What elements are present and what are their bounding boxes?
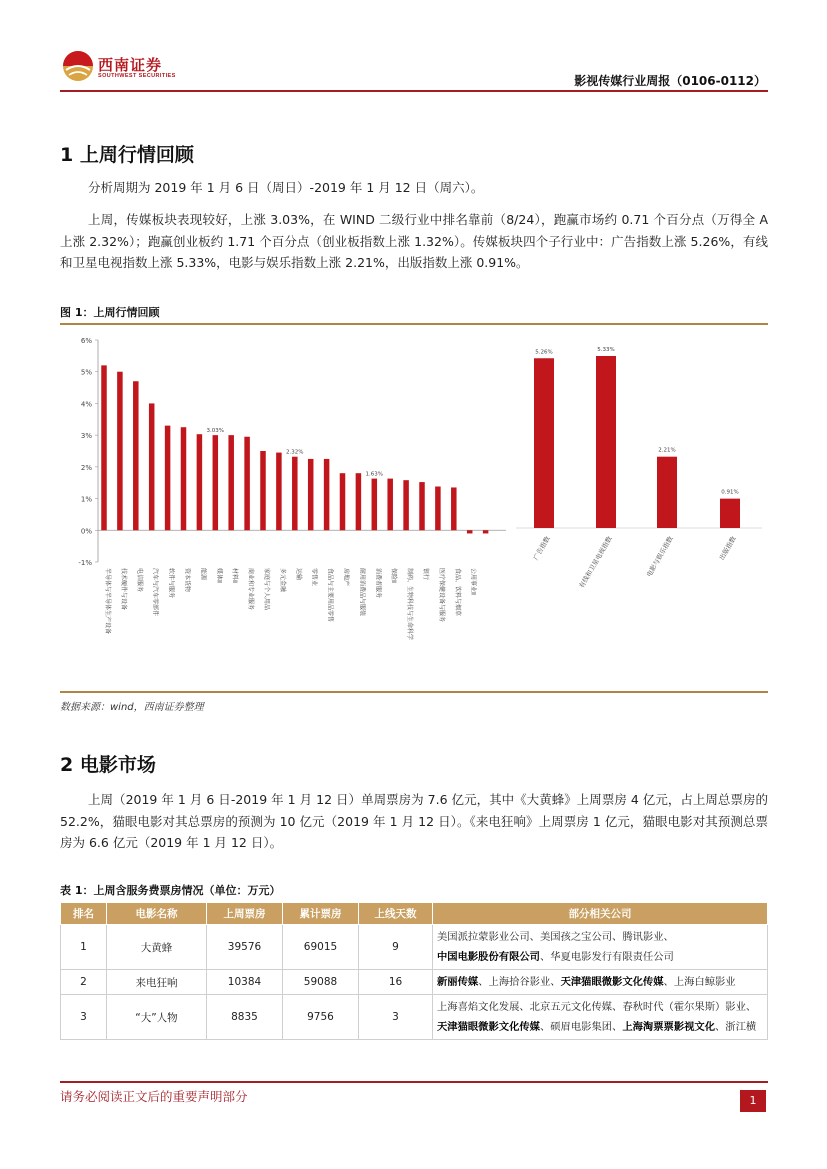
y-tick-label: 3% [80, 432, 92, 441]
company-name: 腾讯影业、 [622, 931, 674, 943]
report-title: 影视传媒行业周报（0106-0112） [574, 74, 766, 88]
subsector-category-label: 电影与娱乐指数 [645, 535, 675, 579]
col-header-rank: 排名 [61, 903, 107, 925]
logo-english-name: SOUTHWEST SECURITIES [98, 73, 176, 79]
cell-rank: 1 [61, 925, 107, 970]
x-category-label: 商业和专业服务 [247, 568, 255, 611]
col-header-film: 电影名称 [107, 903, 207, 925]
industry-returns-chart [60, 330, 512, 688]
bar-industry [451, 487, 457, 530]
bar-industry [213, 435, 219, 530]
cell-film: 大黄蜂 [107, 925, 207, 970]
bar-industry [483, 530, 489, 533]
cell-film: 来电狂响 [107, 970, 207, 995]
figure1-source: 数据来源：wind，西南证券整理 [60, 702, 204, 713]
company-name: 新丽传媒 [437, 976, 479, 988]
table-row [61, 995, 768, 1040]
x-category-label: 材料Ⅱ [231, 568, 239, 583]
x-category-label: 消费者服务 [374, 568, 382, 599]
bar-industry [467, 530, 473, 533]
bar-value-label: 1.63% [365, 471, 384, 478]
y-tick-label: 2% [80, 463, 92, 472]
bar-industry [403, 480, 409, 530]
footer-divider [60, 1081, 768, 1083]
x-category-label: 房地产 [342, 568, 350, 587]
section1-paragraph-period: 分析周期为 2019 年 1 月 6 日（周日）-2019 年 1 月 12 日（周六）。 [88, 180, 484, 195]
section1-heading: 1 上周行情回顾 [60, 144, 194, 166]
section1-paragraph-summary: 上周，传媒板块表现较好，上涨 3.03%，在 WIND 二级行业中排名靠前（8/24），跑赢市场约 0.71 个百分点（万得全 A 上涨 2.32%）；跑赢创业板约 1.71 个百分点（创业板指数上涨 1.32%）。传媒板块四个子行业中：广告指数上涨 5.26%，有线和卫星电视指数上涨 5.33%，电影与娱乐指数上涨 2.21%，出版指数上涨 0.91%。 [60, 212, 768, 270]
company-name: 、上海白鲸影业 [663, 976, 736, 988]
subsector-category-label: 广告指数 [531, 535, 552, 562]
bar-subsector [596, 356, 616, 528]
cell-total: 9756 [283, 995, 359, 1040]
bar-industry [181, 427, 187, 530]
x-category-label: 电信服务 [135, 568, 143, 593]
header-divider [60, 90, 768, 92]
bar-industry [260, 451, 266, 530]
company-name: 美国派拉蒙影业公司、 [437, 931, 540, 943]
section2-paragraph: 上周（2019 年 1 月 6 日-2019 年 1 月 12 日）单周票房为 7.6 亿元，其中《大黄蜂》上周票房 4 亿元，占上周总票房的 52.2%，猫眼电影对其总票房的预测为 10 亿元（2019 年 1 月 12 日）。《来电狂响》上周票房 1 亿元，猫眼电影对其预测总票房为 6.6 亿元（2019 年 1 月 12 日）。 [60, 792, 768, 850]
col-header-total: 累计票房 [283, 903, 359, 925]
cell-days: 16 [359, 970, 433, 995]
bar-industry [372, 479, 378, 531]
bar-value-label: 2.32% [286, 449, 304, 456]
bar-industry [244, 437, 250, 531]
bar-subsector [657, 457, 677, 528]
cell-days: 9 [359, 925, 433, 970]
x-category-label: 公用事业Ⅱ [469, 568, 477, 595]
x-category-label: 家庭与个人用品 [263, 568, 270, 611]
subsector-value-label: 5.26% [535, 349, 553, 356]
company-name: 上海淘票票影视文化 [622, 1021, 716, 1033]
table1-title: 表 1：上周含服务费票房情况（单位：万元） [60, 884, 281, 897]
company-name: 美国孩之宝公司、 [539, 931, 623, 943]
bar-industry [165, 426, 171, 531]
cell-weekly: 8835 [207, 995, 283, 1040]
x-category-label: 食品与主要用品零售 [326, 568, 334, 623]
col-header-companies: 部分相关公司 [433, 903, 768, 925]
x-category-label: 保险Ⅱ [390, 568, 398, 583]
y-tick-label: 5% [80, 368, 92, 377]
bar-industry [324, 459, 330, 530]
company-name: 、浙江横 [715, 1021, 757, 1033]
box-office-table [60, 902, 768, 1040]
company-name: 硕眉电影集团、 [550, 1021, 623, 1033]
x-category-label: 银行 [422, 568, 429, 581]
footer-disclaimer: 请务必阅读正文后的重要声明部分 [60, 1089, 248, 1104]
x-category-label: 汽车与汽车零部件 [151, 568, 159, 617]
bar-subsector [720, 499, 740, 528]
cell-companies [433, 995, 768, 1040]
x-category-label: 医疗保健设备与服务 [437, 568, 445, 623]
y-tick-label: 6% [80, 337, 92, 345]
bar-industry [292, 457, 298, 531]
x-category-label: 零售业 [310, 568, 318, 587]
bar-industry [228, 435, 234, 530]
y-tick-label: 4% [80, 400, 92, 409]
cell-rank: 2 [61, 970, 107, 995]
company-name: 华夏电影发行有限责任公司 [550, 951, 674, 963]
logo-chinese-name: 西南证券 [98, 56, 163, 74]
bar-industry [435, 487, 441, 531]
y-tick-label: -1% [78, 559, 92, 567]
page-number: 1 [740, 1090, 766, 1112]
cell-companies [433, 925, 768, 970]
x-category-label: 媒体Ⅱ [215, 568, 223, 583]
table-header-row [61, 903, 768, 925]
bar-industry [117, 372, 123, 531]
bar-industry [356, 473, 362, 530]
bar-industry [387, 479, 393, 531]
brand-logo [60, 50, 180, 86]
company-name: 天津猫眼微影文化传媒 [437, 1021, 540, 1033]
section2-heading: 2 电影市场 [60, 754, 156, 776]
bar-industry [197, 434, 203, 530]
bar-industry [308, 459, 314, 530]
cell-companies [433, 970, 768, 995]
subsector-value-label: 2.21% [658, 447, 676, 454]
cell-days: 3 [359, 995, 433, 1040]
x-category-label: 半导体与半导体生产设备 [104, 568, 111, 635]
x-category-label: 资本货物 [183, 568, 191, 593]
bar-industry [149, 403, 155, 530]
x-category-label: 多元金融 [278, 568, 286, 593]
x-category-label: 耐用消费品与服装 [358, 568, 366, 617]
media-subsector-chart [512, 330, 768, 688]
x-category-label: 技术硬件与设备 [119, 568, 127, 611]
company-name: 上海喜焰文化发展、 [437, 1001, 530, 1013]
subsector-category-label: 出版指数 [717, 535, 738, 562]
y-tick-label: 1% [80, 495, 92, 504]
page-header [60, 48, 768, 94]
table-row [61, 925, 768, 970]
bar-subsector [534, 358, 554, 528]
figure1-bottom-rule [60, 691, 768, 693]
table-row [61, 970, 768, 995]
bar-industry [419, 482, 425, 530]
subsector-value-label: 5.33% [597, 347, 615, 353]
bar-industry [133, 381, 139, 530]
col-header-days: 上线天数 [359, 903, 433, 925]
subsector-value-label: 0.91% [721, 489, 739, 496]
x-category-label: 食品、饮料与烟草 [453, 568, 461, 617]
bar-industry [101, 365, 107, 530]
bar-value-label: 3.03% [206, 428, 225, 435]
subsector-category-label: 有线和卫星电视指数 [577, 535, 614, 590]
cell-weekly: 10384 [207, 970, 283, 995]
figure1-title: 图 1：上周行情回顾 [60, 306, 160, 319]
sun-logo-icon [62, 50, 94, 82]
cell-weekly: 39576 [207, 925, 283, 970]
company-name: 中国电影股份有限公司 [437, 951, 540, 963]
x-category-label: 运输 [294, 568, 302, 581]
company-name: 北京五元文化传媒、 [529, 1001, 623, 1013]
x-category-label: 制药、生物科技与生命科学 [406, 568, 414, 641]
company-name: 天津猫眼微影文化传媒 [560, 976, 664, 988]
figure1-top-rule [60, 323, 768, 325]
cell-total: 59088 [283, 970, 359, 995]
cell-film: “大”人物 [107, 995, 207, 1040]
company-name: 、上海拾谷影业、 [478, 976, 561, 988]
bar-industry [276, 453, 282, 531]
cell-rank: 3 [61, 995, 107, 1040]
x-category-label: 软件与服务 [167, 568, 175, 599]
company-name: 、 [539, 1021, 551, 1033]
cell-total: 69015 [283, 925, 359, 970]
company-name: 、 [539, 951, 551, 963]
y-tick-label: 0% [80, 527, 92, 536]
company-name: 春秋时代（霍尔果斯）影业、 [622, 1001, 757, 1013]
x-category-label: 能源 [199, 568, 207, 581]
col-header-weekly: 上周票房 [207, 903, 283, 925]
bar-industry [340, 473, 346, 530]
